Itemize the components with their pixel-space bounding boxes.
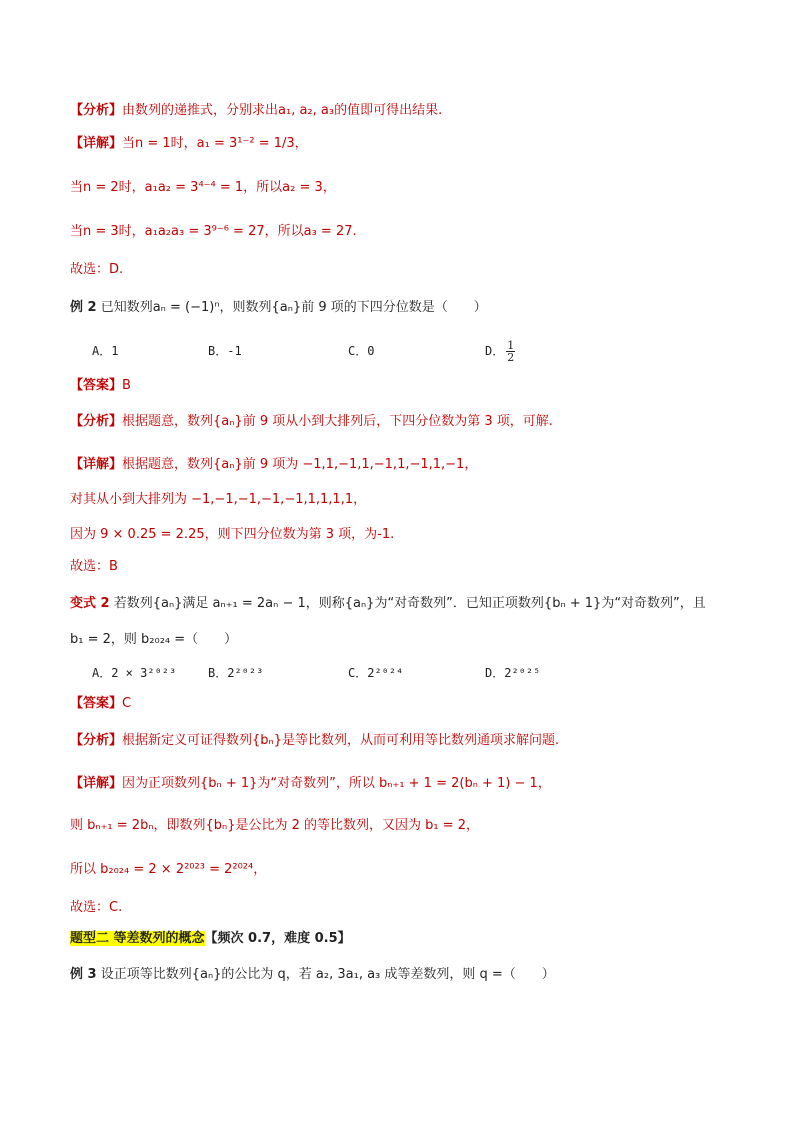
variant-2-question-1 [70, 594, 706, 614]
variant-2-question-2: b₁ = 2，则 b₂₀₂₄ =（ ） [70, 632, 238, 647]
detail-tag: 【详解】 [70, 776, 123, 791]
example-label: 例 3 [70, 967, 97, 982]
variant-label: 变式 2 [70, 596, 110, 611]
analysis-tag: 【分析】 [70, 733, 123, 748]
detail-line-ex2-3: 因为 9 × 0.25 = 2.25，则下四分位数为第 3 项，为-1. [70, 527, 395, 542]
detail-line-ex2-2: 对其从小到大排列为 −1,−1,−1,−1,−1,1,1,1,1， [70, 492, 367, 507]
option-d-fraction [506, 340, 515, 363]
detail-text: 因为正项数列{bₙ + 1}为“对奇数列”，所以 bₙ₊₁ + 1 = 2(bₙ + 1) − 1， [122, 776, 551, 791]
analysis-text: 由数列的递推式，分别求出a₁, a₂, a₃的值即可得出结果. [122, 103, 443, 118]
option-a[interactable]: A．2 × 3²⁰²³ [92, 666, 177, 680]
analysis-line-1 [70, 101, 442, 121]
example-question-text: 设正项等比数列{aₙ}的公比为 q，若 a₂, 3a₁, a₃ 成等差数列，则 q =（ ） [100, 967, 555, 982]
fraction-numerator: 1 [507, 339, 515, 352]
answer-tag: 【答案】 [70, 378, 123, 393]
detail-line-2: 当n = 2时，a₁a₂ = 3⁴⁻⁴ = 1，所以a₂ = 3， [70, 180, 336, 195]
option-c[interactable]: C．2²⁰²⁴ [348, 666, 404, 680]
analysis-line-var2 [70, 731, 559, 751]
detail-text-1: 当n = 1时，a₁ = 3¹⁻² = 1/3， [122, 136, 308, 151]
section-heading [70, 929, 351, 949]
detail-line-1 [70, 134, 308, 154]
detail-tag: 【详解】 [70, 136, 123, 151]
answer-tag: 【答案】 [70, 696, 123, 711]
detail-line-var2-3: 所以 b₂₀₂₄ = 2 × 2²⁰²³ = 2²⁰²⁴， [70, 862, 267, 877]
example-question-text: 已知数列aₙ = (−1)ⁿ，则数列{aₙ}前 9 项的下四分位数是（ ） [100, 300, 487, 315]
fraction-denominator: 2 [507, 351, 515, 364]
choice-line-ex2: 故选：B [70, 559, 118, 574]
example-2-question [70, 298, 487, 318]
detail-text: 根据题意，数列{aₙ}前 9 项为 −1,1,−1,1,−1,1,−1,1,−1， [122, 457, 478, 472]
analysis-tag: 【分析】 [70, 414, 123, 429]
section-title: 题型二 等差数列的概念 [70, 931, 205, 946]
option-d[interactable] [485, 340, 517, 363]
answer-value: C [122, 696, 132, 711]
analysis-text: 根据新定义可证得数列{bₙ}是等比数列，从而可利用等比数列通项求解问题. [122, 733, 560, 748]
answer-value: B [122, 378, 131, 393]
example-3-question [70, 965, 555, 985]
answer-line-var2 [70, 694, 131, 714]
example-label: 例 2 [70, 300, 97, 315]
option-c[interactable]: C．0 [348, 344, 375, 358]
option-b[interactable]: B．-1 [208, 344, 242, 358]
option-d-label: D． [485, 344, 505, 358]
section-meta: 【频次 0.7，难度 0.5】 [204, 931, 351, 946]
option-d[interactable]: D．2²⁰²⁵ [485, 666, 541, 680]
analysis-tag: 【分析】 [70, 103, 123, 118]
answer-line [70, 376, 131, 396]
detail-line-var2-1 [70, 774, 551, 794]
option-a[interactable]: A．1 [92, 344, 119, 358]
analysis-text: 根据题意，数列{aₙ}前 9 项从小到大排列后，下四分位数为第 3 项，可解. [122, 414, 553, 429]
detail-line-3: 当n = 3时，a₁a₂a₃ = 3⁹⁻⁶ = 27，所以a₃ = 27. [70, 224, 357, 239]
detail-tag: 【详解】 [70, 457, 123, 472]
detail-line-ex2-1 [70, 455, 477, 475]
detail-line-var2-2: 则 bₙ₊₁ = 2bₙ，即数列{bₙ}是公比为 2 的等比数列，又因为 b₁ = 2， [70, 818, 480, 833]
choice-line-var2: 故选：C. [70, 900, 123, 915]
variant-question-text-1: 若数列{aₙ}满足 aₙ₊₁ = 2aₙ − 1，则称{aₙ}为“对奇数列”．已知正项数列{bₙ + 1}为“对奇数列”，且 [113, 596, 706, 611]
analysis-line-2 [70, 412, 553, 432]
option-b[interactable]: B．2²⁰²³ [208, 666, 264, 680]
choice-line: 故选：D. [70, 262, 124, 277]
